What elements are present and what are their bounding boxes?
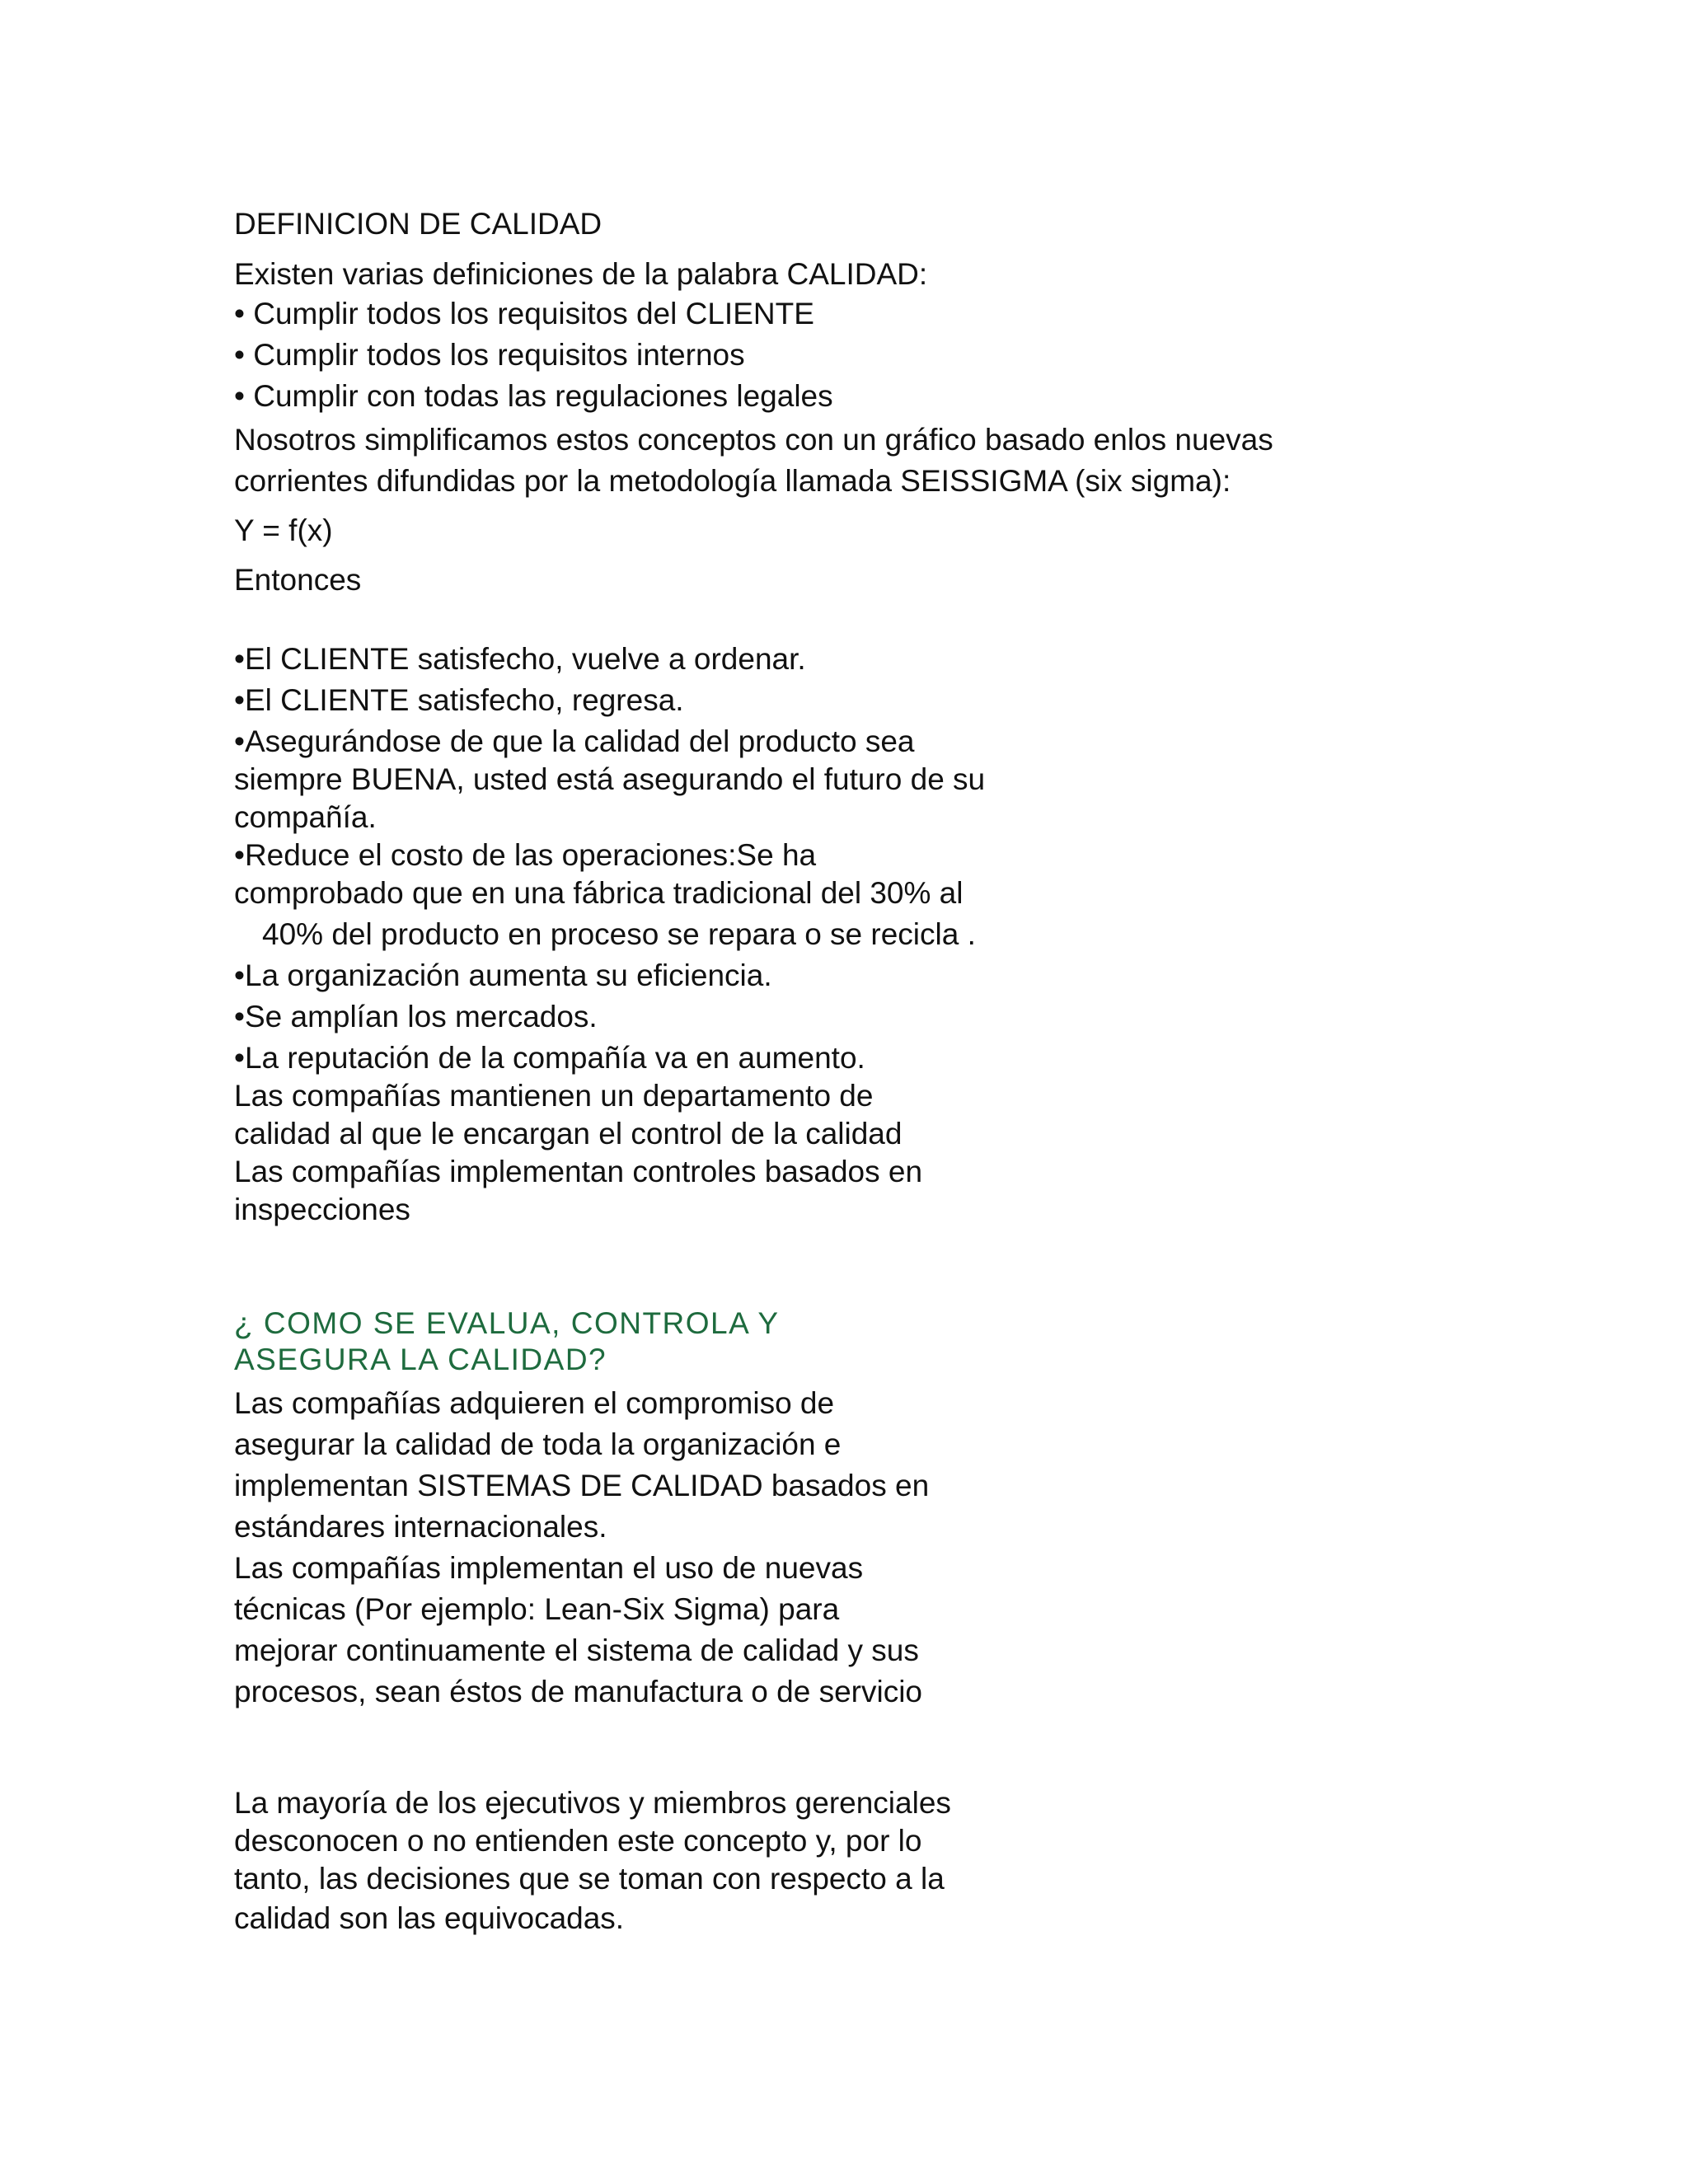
closing-line: La mayoría de los ejecutivos y miembros gerenciales: [234, 1786, 951, 1820]
benefit-line: •Asegurándose de que la calidad del producto sea: [234, 724, 915, 758]
benefit-line: •La organización aumenta su eficiencia.: [234, 958, 772, 992]
page-title: DEFINICION DE CALIDAD: [234, 207, 603, 241]
section-body-line: implementan SISTEMAS DE CALIDAD basados en: [234, 1469, 930, 1502]
then-text: Entonces: [234, 563, 362, 597]
intro-text: Existen varias definiciones de la palabra CALIDAD:: [234, 257, 928, 291]
section-body-line: mejorar continuamente el sistema de calidad y sus: [234, 1633, 919, 1667]
section-body-line: procesos, sean éstos de manufactura o de servicio: [234, 1675, 923, 1708]
benefit-line: siempre BUENA, usted está asegurando el futuro de su: [234, 762, 986, 796]
benefit-line: •Reduce el costo de las operaciones:Se ha: [234, 838, 817, 872]
formula-text: Y = f(x): [234, 513, 333, 547]
section-body-line: Las compañías implementan el uso de nuevas: [234, 1551, 864, 1585]
simplify-text: Nosotros simplificamos estos conceptos con un gráfico basado enlos nuevas: [234, 423, 1273, 457]
benefit-line: •Se amplían los mercados.: [234, 1000, 598, 1033]
section-body-line: Las compañías adquieren el compromiso de: [234, 1386, 835, 1420]
section-body-line: estándares internacionales.: [234, 1510, 607, 1544]
section-heading: ¿ COMO SE EVALUA, CONTROLA Y: [234, 1306, 780, 1340]
definition-item: • Cumplir todos los requisitos internos: [234, 338, 745, 372]
closing-line: desconocen o no entienden este concepto y, por lo: [234, 1824, 922, 1858]
benefit-line: inspecciones: [234, 1193, 410, 1226]
benefit-line: •La reputación de la compañía va en aumento.: [234, 1041, 865, 1075]
benefit-line: •El CLIENTE satisfecho, vuelve a ordenar.: [234, 642, 806, 676]
benefit-line: comprobado que en una fábrica tradicional del 30% al: [234, 876, 964, 910]
definition-item: • Cumplir todos los requisitos del CLIENTE: [234, 297, 814, 330]
benefit-line: calidad al que le encargan el control de la calidad: [234, 1117, 903, 1151]
benefit-line: 40% del producto en proceso se repara o se recicla .: [262, 917, 976, 951]
benefit-line: •El CLIENTE satisfecho, regresa.: [234, 683, 684, 717]
benefit-line: Las compañías mantienen un departamento de: [234, 1079, 874, 1113]
section-heading: ASEGURA LA CALIDAD?: [234, 1343, 607, 1376]
section-body-line: técnicas (Por ejemplo: Lean-Six Sigma) para: [234, 1592, 840, 1626]
benefit-line: Las compañías implementan controles basados en: [234, 1155, 923, 1188]
closing-line: tanto, las decisiones que se toman con respecto a la: [234, 1862, 945, 1896]
definition-item: • Cumplir con todas las regulaciones legales: [234, 379, 833, 413]
closing-line: calidad son las equivocadas.: [234, 1901, 625, 1935]
simplify-text: corrientes difundidas por la metodología llamada SEISSIGMA (six sigma):: [234, 464, 1231, 498]
section-body-line: asegurar la calidad de toda la organización e: [234, 1427, 842, 1461]
benefit-line: compañía.: [234, 800, 377, 834]
